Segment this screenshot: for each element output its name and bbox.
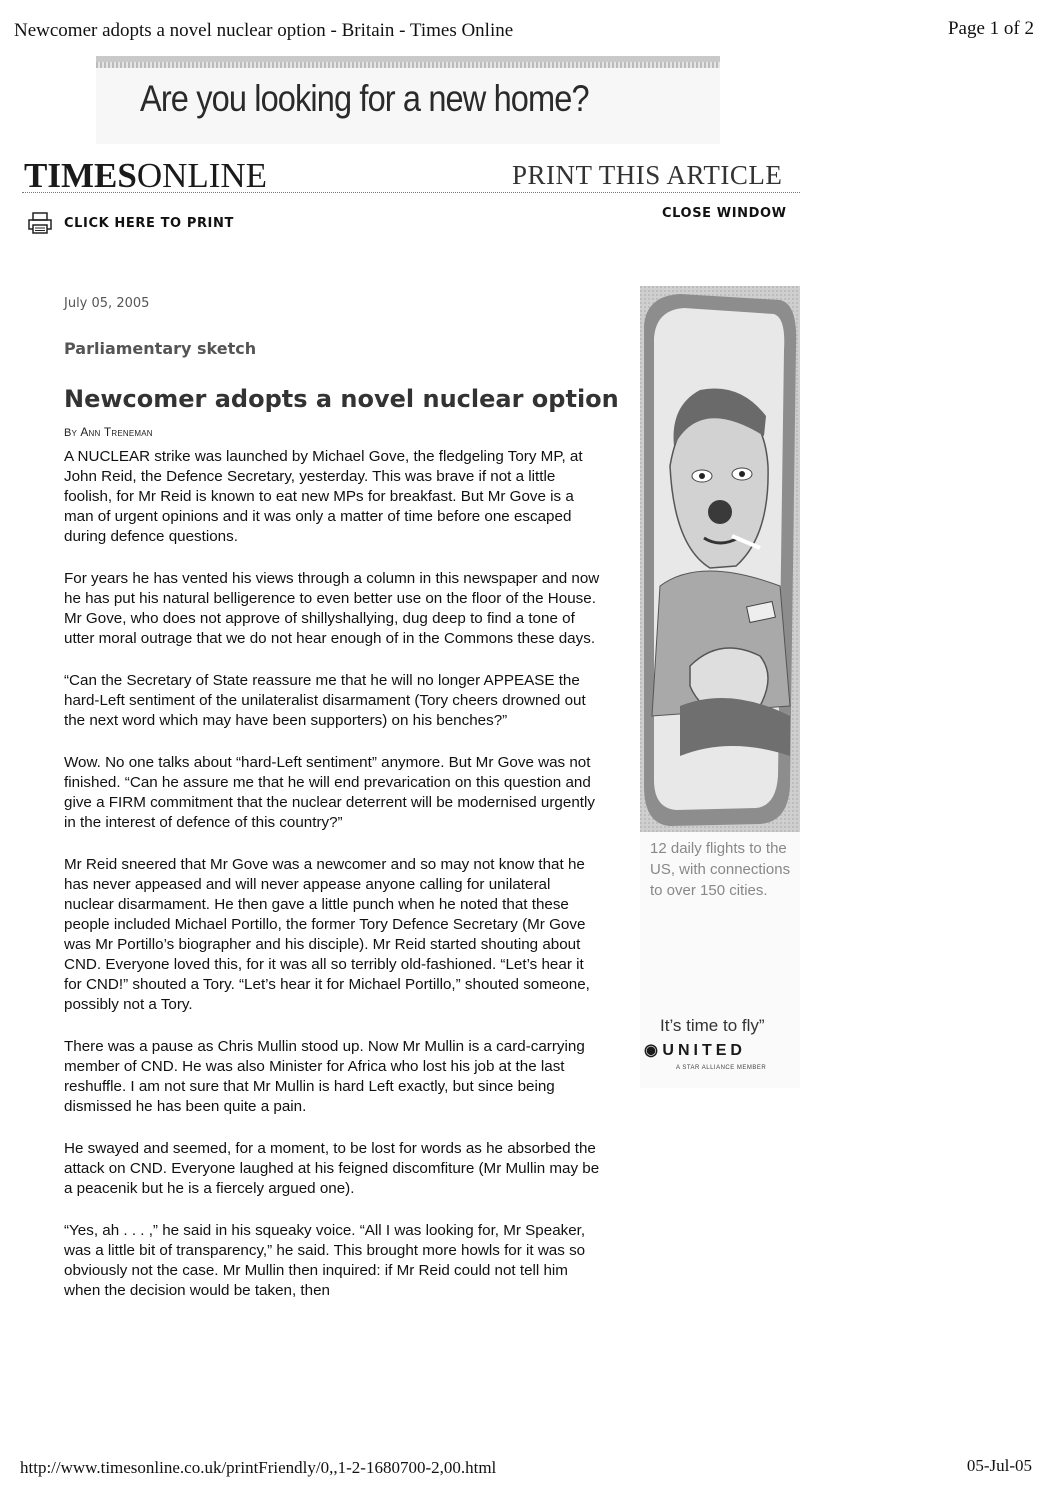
article-body — [64, 447, 604, 1323]
byline — [64, 425, 153, 439]
close-window-link[interactable]: CLOSE WINDOW — [662, 206, 787, 221]
article-paragraph: For years he has vented his views through a column in this newspaper and now he has put his natural belligerence to even better use on the floor of the House. Mr Gove, who does not approve of shillyshallying, dug deep to find a tone of utter moral outrage that we do not hear enough of in the Commons these days. — [64, 570, 600, 647]
print-link-label: CLICK HERE TO PRINT — [64, 215, 234, 231]
article-headline: Newcomer adopts a novel nuclear option — [64, 385, 619, 413]
ad-photo-clown-driver — [640, 286, 800, 832]
united-tulip-icon: ◉ — [644, 1042, 663, 1059]
article-paragraph: “Yes, ah . . . ,” he said in his squeaky voice. “All I was looking for, Mr Speaker, was a little bit of transparency,” he said. This brought more howls for it was so obviously not the case. Mr Mullin then inquired: if Mr Reid could not tell him when the decision would be taken, then — [64, 1222, 586, 1299]
printer-icon — [28, 212, 52, 234]
section-label: Parliamentary sketch — [64, 339, 257, 358]
print-date: 05-Jul-05 — [966, 1456, 1032, 1475]
ad-tagline: It’s time to fly” — [660, 1016, 765, 1035]
article-paragraph: He swayed and seemed, for a moment, to be lost for words as he absorbed the attack on CND. Everyone laughed at his feigned discomfiture (Mr Mullin may be a peacenik but he is a fiercely argued one). — [64, 1140, 600, 1197]
united-brand-text: UNITED — [662, 1042, 746, 1059]
star-alliance-member: A STAR ALLIANCE MEMBER — [676, 1065, 767, 1071]
banner-ad-text: Are you looking for a new home? — [140, 78, 589, 119]
united-logo — [644, 1040, 800, 1060]
logo-times: TIMES — [24, 156, 137, 195]
banner-ad-stripe — [96, 62, 720, 68]
banner-ad[interactable] — [96, 56, 720, 144]
logo-online: ONLINE — [136, 156, 268, 195]
united-airlines-ad[interactable] — [640, 286, 800, 1088]
article-paragraph: A NUCLEAR strike was launched by Michael Gove, the fledgeling Tory MP, at John Reid, the Defence Secretary, yesterday. This was brave if not a little foolish, for Mr Reid is known to eat new MPs for breakfast. But Mr Gove is a man of urgent opinions and it was only a matter of time before one escaped during defence questions. — [64, 448, 583, 545]
byline-author: Ann Treneman — [80, 425, 153, 439]
article-paragraph: Wow. No one talks about “hard-Left sentiment” anymore. But Mr Gove was not finished. “Can he assure me that he will end prevarication on this question and give a FIRM commitment that the nuclear deterrent will be modernised urgently in the interest of defence of this country?” — [64, 754, 595, 831]
page-number: Page 1 of 2 — [947, 18, 1034, 39]
header-divider — [22, 192, 800, 193]
byline-prefix: By — [64, 427, 81, 439]
article-date: July 05, 2005 — [64, 296, 150, 311]
article-paragraph: There was a pause as Chris Mullin stood up. Now Mr Mullin is a card-carrying member of CND. He was also Minister for Africa who lost his job at the last reshuffle. I am not sure that Mr Mullin is hard Left exactly, but since being dismissed he has been quite a pain. — [64, 1038, 585, 1115]
page-url: http://www.timesonline.co.uk/printFriendly/0,,1-2-1680700-2,00.html — [20, 1458, 497, 1477]
browser-title: Newcomer adopts a novel nuclear option - Britain - Times Online — [14, 20, 514, 41]
print-link[interactable] — [28, 210, 234, 236]
times-online-logo — [24, 156, 267, 196]
ad-copy: 12 daily flights to the US, with connections to over 150 cities. — [650, 840, 791, 899]
print-heading: PRINT THIS ARTICLE — [512, 160, 783, 190]
article-paragraph: “Can the Secretary of State reassure me that he will no longer APPEASE the hard-Left sentiment of the unilateralist disarmament (Tory cheers drowned out the next word which may have been supporters) on his benches?” — [64, 672, 586, 729]
article-paragraph: Mr Reid sneered that Mr Gove was a newcomer and so may not know that he has never appeased and will never appease anyone calling for unilateral nuclear disarmament. He then gave a little punch when he noted that these people included Michael Portillo, the former Tory Defence Secretary (Mr Gove was Mr Portillo’s biographer and his disciple). Mr Reid started shouting about CND. Everyone loved this, for it was all so terribly old-fashioned. “Let’s hear it for CND!” shouted a Tory. “Let’s hear it for Michael Portillo,” shouted someone, possibly not a Tory. — [64, 856, 590, 1013]
